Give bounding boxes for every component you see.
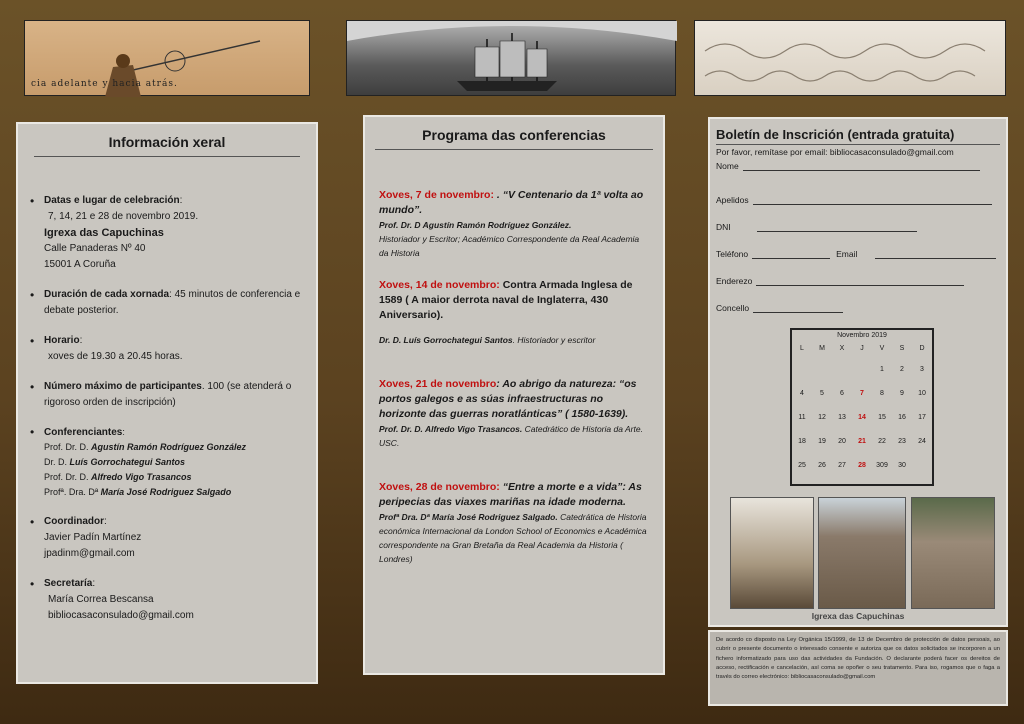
calendar-day: 15 [878, 413, 886, 421]
november-calendar [790, 328, 934, 486]
talk-date: Xoves, 7 de novembro: [379, 189, 494, 201]
calendar-week [792, 381, 932, 405]
field-line[interactable] [753, 303, 843, 313]
info-item-duration [44, 287, 316, 319]
info-item-speakers: • Conferenciantes: Prof. Dr. D. Agustín Ramón Rodríguez González Dr. D. Luís Gorrochategui Santos Prof. Dr. D. Alfredo Vigo Trasancos Profª. Dra. Dª María José Rodriguez Salgado [44, 425, 316, 500]
speaker-title: Prof. Dr. D. [44, 472, 92, 482]
talk-item [365, 377, 663, 450]
calendar-day: 24 [918, 437, 926, 445]
calendar-day [852, 357, 872, 381]
manuscript-photo [694, 20, 1006, 96]
calendar-day: 17 [918, 413, 926, 421]
calendar-day: 20 [838, 437, 846, 445]
calendar-day: 3 [920, 365, 924, 373]
talk-description: . Historiador y escritor [512, 335, 596, 345]
speaker-name: María José Rodriguez Salgado [100, 487, 232, 497]
photos-caption: Igrexa das Capuchinas [811, 611, 905, 621]
calendar-day: 18 [798, 437, 806, 445]
calendar-weekday: M [819, 344, 825, 352]
calendar-weekday: D [919, 344, 925, 352]
field-dni[interactable] [716, 205, 1000, 232]
info-item-coordinator: • Coordinador: Javier Padín Martínez jpadinm@gmail.com [44, 514, 316, 562]
field-nome[interactable] [716, 157, 1000, 171]
calendar-day: 28 [858, 461, 866, 469]
registration-title: Boletín de Inscrición (entrada gratuita) [716, 127, 955, 142]
speaker-line [44, 485, 316, 500]
field-label: Apelidos [716, 195, 749, 205]
calendar-title: Novembro 2019 [837, 332, 887, 339]
title-rule [375, 149, 653, 150]
calendar-day: 12 [818, 413, 826, 421]
talk-title: : Ao abrigo da natureza: “os portos galegos e as súas infraestructuras no horizonte das guerras noratlánticas” ( 1580-1639). [379, 378, 637, 420]
calendar-day: 8 [880, 389, 884, 397]
field-line[interactable] [756, 276, 964, 286]
registration-panel [708, 117, 1008, 627]
talk-speaker: Prof. Dr. D. Alfredo Vigo Trasancos. [379, 424, 523, 434]
talk-speaker: Profª Dra. Dª María José Rodriguez Salgado. [379, 512, 558, 522]
secretary-email: bibliocasaconsulado@gmail.com [48, 610, 194, 621]
talk-title: Contra Armada Inglesa de 1589 ( A maior derrota naval de Inglaterra, 430 Aniversario). [379, 279, 633, 321]
talk-item [365, 480, 663, 566]
talk-title: . “V Centenario da 1ª volta ao mundo”. [379, 189, 644, 216]
ship-illustration [347, 21, 677, 97]
calendar-week [792, 357, 932, 381]
info-list [18, 193, 316, 624]
field-concello[interactable] [716, 286, 1000, 313]
max-participants-label: Número máximo de participantes [44, 381, 202, 392]
field-apelidos[interactable] [716, 171, 1000, 205]
field-enderezo[interactable] [716, 259, 1000, 286]
calendar-day: 21 [858, 437, 866, 445]
calendar-day [812, 357, 832, 381]
calendar-day: 22 [878, 437, 886, 445]
registration-subtitle: Por favor, remítase por email: bibliocasaconsulado@gmail.com [716, 147, 954, 157]
talk-description: Historiador y Escritor; Académico Correspondente da Real Academia da Historia [379, 234, 640, 258]
duration-value: : 45 minutos de conferencia e debate posterior. [44, 289, 301, 316]
field-label: Teléfono [716, 249, 749, 259]
photo-caption: cia adelante y hacia atrás. [31, 79, 178, 89]
talk-description: Catedrática de Historia económica Internacional da London School of Economics e Académica correspondente na Gran Bretaña da Real Academia da Historia ( Londres) [379, 512, 647, 564]
field-label: Enderezo [716, 276, 753, 286]
talk-title: “Entre a morte e a vida”: As peripecias das viaxes mariñas na idade moderna. [379, 481, 642, 508]
calendar-day: 16 [898, 413, 906, 421]
speaker-name: Alfredo Vigo Trasancos [91, 472, 192, 482]
general-info-panel [16, 122, 318, 684]
schedule-label: Horario [44, 335, 80, 346]
calendar-day: 23 [898, 437, 906, 445]
speaker-line [44, 470, 316, 485]
coordinator-name: Javier Padín Martínez [44, 532, 142, 543]
field-line[interactable] [757, 222, 917, 232]
calendar-weekdays [792, 339, 932, 357]
speakers-label: Conferenciantes [44, 427, 123, 438]
calendar-day: 4 [800, 389, 804, 397]
field-telefono-email[interactable] [716, 232, 1000, 259]
calendar-week [792, 453, 932, 477]
talk-item [365, 188, 663, 260]
field-label: Email [836, 249, 858, 259]
title-rule [716, 144, 1000, 145]
info-item-dates: • Datas e lugar de celebración: 7, 14, 21 e 28 de novembro 2019. Igrexa das Capuchinas Calle Panaderas Nº 40 15001 A Coruña [44, 193, 316, 273]
talk-item [365, 278, 663, 347]
speaker-title: Dr. D. [44, 457, 70, 467]
talk-date: Xoves, 14 de novembro: [379, 279, 500, 291]
astrolabe-photo [24, 20, 310, 96]
dates-value: 7, 14, 21 e 28 de novembro 2019. [48, 211, 199, 222]
calendar-day: 14 [858, 413, 866, 421]
ship-engraving-photo [346, 20, 676, 96]
coordinator-email: jpadinm@gmail.com [44, 548, 135, 559]
calendar-day: 5 [820, 389, 824, 397]
speaker-line [44, 455, 316, 470]
title-rule [34, 156, 300, 157]
calendar-day: 26 [818, 461, 826, 469]
talk-speaker: Dr. D. Luís Gorrochategui Santos [379, 335, 513, 345]
calendar-day: 2 [900, 365, 904, 373]
field-label: DNI [716, 222, 731, 232]
speaker-name: Agustín Ramón Rodríguez González [91, 442, 247, 452]
field-line[interactable] [753, 195, 992, 205]
calendar-weekday: J [860, 344, 864, 352]
secretary-label: Secretaría [44, 578, 93, 589]
calendar-weekday: S [899, 344, 905, 352]
calendar-day: 10 [918, 389, 926, 397]
manuscript-illustration [695, 21, 1007, 97]
venue-address-1: Calle Panaderas Nº 40 [44, 243, 146, 254]
privacy-text: De acordo co disposto na Ley Orgánica 15/1999, de 13 de Decembro de protección de datos persoais, ao cubrir o presente documento o interesado consente e autoriza que os datos solicitados se incorporen a un fichero informatizado para uso das actividades da Fundación. O declarante poderá facer os dereitos de acceso, rectificación e cancelación, así coma se opoñer o seu tratamento. Para iso, rogamos que o faga a través do correo electrónico: bibliocasaconsulado@gmail.com [716, 637, 1000, 681]
talk-date: Xoves, 28 de novembro: [379, 481, 500, 493]
calendar-day [832, 357, 852, 381]
program-panel [363, 115, 665, 675]
calendar-day: 19 [818, 437, 826, 445]
calendar-day: 27 [838, 461, 846, 469]
calendar-grid [792, 339, 932, 477]
info-item-max-participants [44, 379, 316, 411]
church-interior-photo [730, 497, 814, 609]
venue-name: Igrexa das Capuchinas [44, 227, 164, 239]
calendar-day: 6 [840, 389, 844, 397]
church-exterior-photo [911, 497, 995, 609]
calendar-weekday: X [839, 344, 845, 352]
field-label: Nome [716, 161, 739, 171]
calendar-day: 13 [838, 413, 846, 421]
calendar-week [792, 429, 932, 453]
calendar-day: 25 [798, 461, 806, 469]
calendar-day [912, 453, 932, 477]
church-facade-photo [818, 497, 906, 609]
field-line[interactable] [743, 161, 980, 171]
calendar-weekday: L [800, 344, 804, 352]
program-title: Programa das conferencias [422, 127, 606, 143]
calendar-week [792, 405, 932, 429]
calendar-day: 7 [860, 389, 864, 397]
field-line[interactable] [875, 249, 996, 259]
speaker-line [44, 440, 316, 455]
general-info-title: Información xeral [108, 134, 226, 150]
dates-label: Datas e lugar de celebración [44, 195, 180, 206]
speaker-name: Luís Gorrochategui Santos [69, 457, 186, 467]
speaker-title: Profª. Dra. Dª [44, 487, 101, 497]
calendar-day: 9 [900, 389, 904, 397]
field-line[interactable] [752, 249, 830, 259]
info-item-secretary: • Secretaría: María Correa Bescansa bibliocasaconsulado@gmail.com [44, 576, 316, 624]
calendar-day [792, 357, 812, 381]
calendar-day: 11 [798, 413, 806, 421]
talk-date: Xoves, 21 de novembro [379, 378, 497, 390]
coordinator-label: Coordinador [44, 516, 104, 527]
venue-address-2: 15001 A Coruña [44, 259, 116, 270]
speaker-title: Prof. Dr. D. [44, 442, 92, 452]
info-item-schedule: • Horario: xoves de 19.30 a 20.45 horas. [44, 333, 316, 365]
talk-speaker: Prof. Dr. D Agustín Ramón Rodríguez González. [379, 220, 572, 230]
calendar-day: 1 [880, 365, 884, 373]
secretary-name: María Correa Bescansa [48, 594, 154, 605]
max-participants-value: . 100 (se atenderá o rigoroso orden de inscripción) [44, 381, 292, 408]
privacy-notice-panel [708, 630, 1008, 706]
field-label: Concello [716, 303, 750, 313]
schedule-value: xoves de 19.30 a 20.45 horas. [48, 351, 183, 362]
calendar-weekday: V [879, 344, 885, 352]
calendar-day: 309 [876, 461, 888, 469]
talk-description: Catedrático de Historia da Arte. USC. [379, 424, 643, 448]
calendar-day: 30 [898, 461, 906, 469]
duration-label: Duración de cada xornada [44, 289, 170, 300]
